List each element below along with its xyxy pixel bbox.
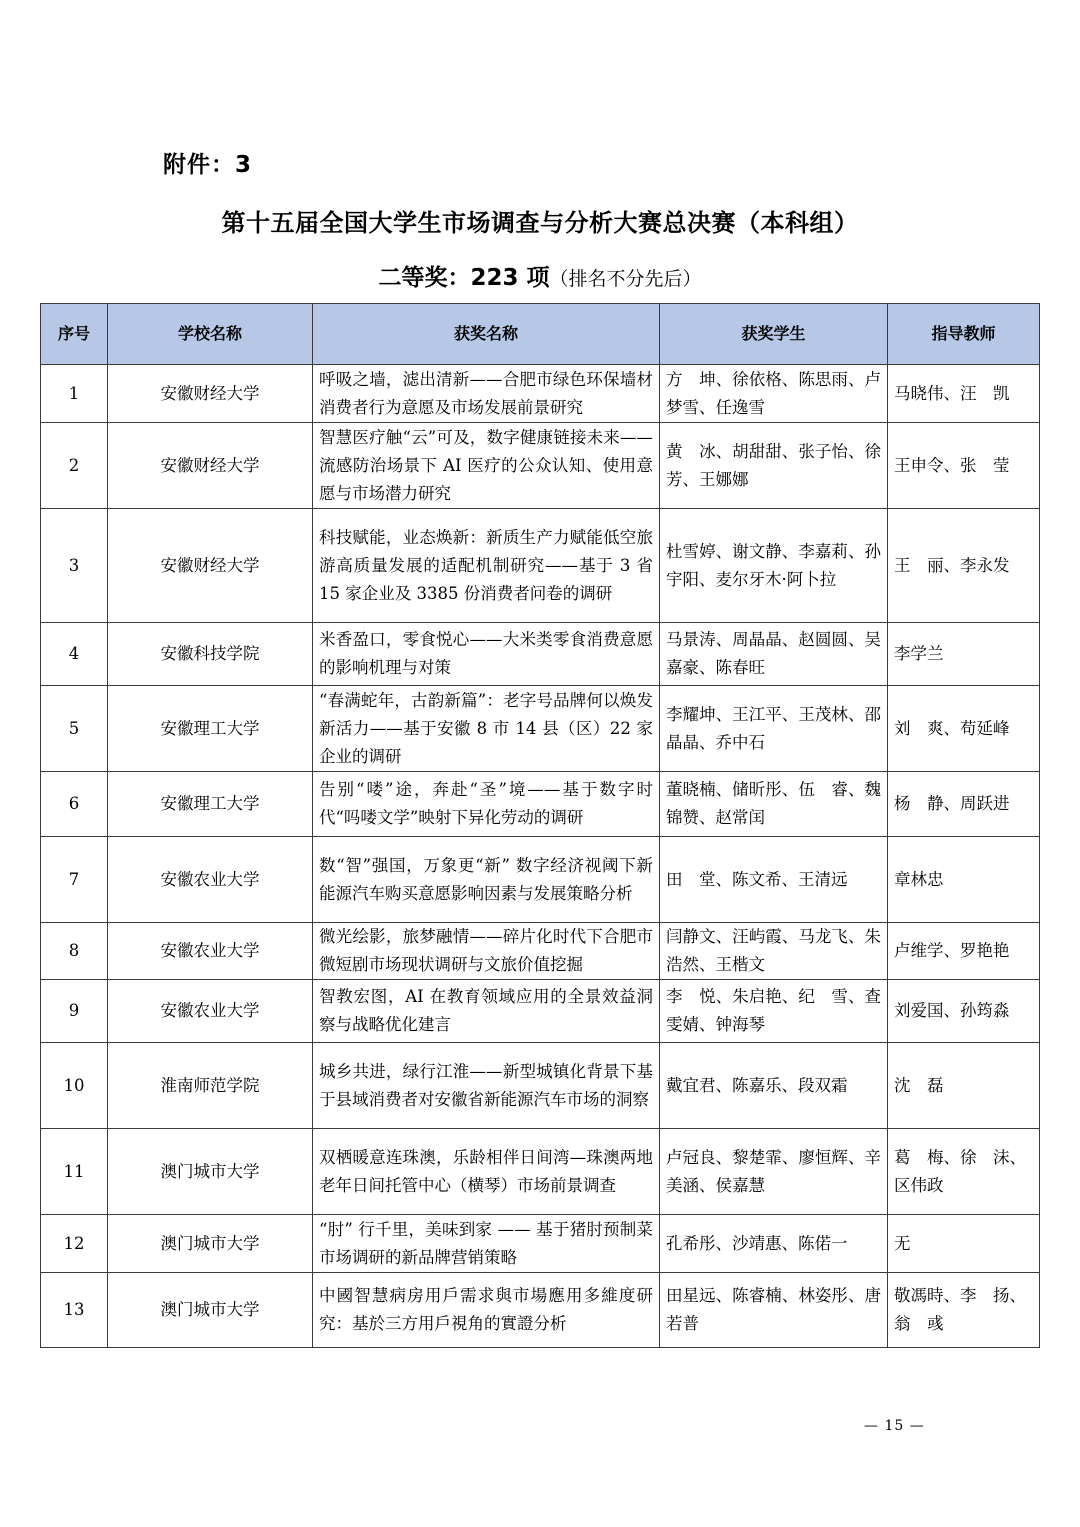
row-project: 呼吸之墙，滤出清新——合肥市绿色环保墙材消费者行为意愿及市场发展前景研究 [313, 365, 660, 423]
row-teacher: 王申令、张 莹 [888, 423, 1040, 509]
column-header-school: 学校名称 [108, 304, 313, 365]
row-students: 孔希彤、沙靖惠、陈偌一 [660, 1215, 888, 1273]
awards-table [40, 303, 1040, 1348]
page-number: — 15 — [864, 1418, 925, 1434]
row-school: 淮南师范学院 [108, 1043, 313, 1129]
table-row [41, 1273, 1040, 1348]
row-index: 5 [41, 686, 108, 772]
table-row [41, 623, 1040, 686]
row-project: 微光绘影，旅梦融情——碎片化时代下合肥市微短剧市场现状调研与文旅价值挖掘 [313, 923, 660, 980]
table-row [41, 1129, 1040, 1215]
row-project: 数“智”强国，万象更“新” 数字经济视阈下新能源汽车购买意愿影响因素与发展策略分析 [313, 837, 660, 923]
row-index: 4 [41, 623, 108, 686]
row-index: 10 [41, 1043, 108, 1129]
row-school: 安徽农业大学 [108, 980, 313, 1043]
row-index: 3 [41, 509, 108, 623]
row-project: 科技赋能，业态焕新：新质生产力赋能低空旅游高质量发展的适配机制研究——基于 3 省 15 家企业及 3385 份消费者问卷的调研 [313, 509, 660, 623]
table-row [41, 837, 1040, 923]
row-teacher: 马晓伟、汪 凯 [888, 365, 1040, 423]
table-header-row [41, 304, 1040, 365]
row-index: 13 [41, 1273, 108, 1348]
row-students: 杜雪婷、谢文静、李嘉莉、孙宇阳、麦尔牙木·阿卜拉 [660, 509, 888, 623]
row-teacher: 李学兰 [888, 623, 1040, 686]
row-students: 卢冠良、黎楚霏、廖恒辉、辛美涵、侯嘉慧 [660, 1129, 888, 1215]
row-students: 黄 冰、胡甜甜、张子怡、徐 芳、王娜娜 [660, 423, 888, 509]
row-students: 田星远、陈睿楠、林姿彤、唐若普 [660, 1273, 888, 1348]
table-row [41, 923, 1040, 980]
column-header-teacher: 指导教师 [888, 304, 1040, 365]
row-teacher: 杨 静、周跃进 [888, 772, 1040, 837]
row-teacher: 刘爱国、孙筠淼 [888, 980, 1040, 1043]
column-header-students: 获奖学生 [660, 304, 888, 365]
row-students: 马景涛、周晶晶、赵圆圆、吴嘉豪、陈春旺 [660, 623, 888, 686]
row-teacher: 章林忠 [888, 837, 1040, 923]
table-row [41, 980, 1040, 1043]
row-project: “肘” 行千里，美味到家 —— 基于猪肘预制菜市场调研的新品牌营销策略 [313, 1215, 660, 1273]
row-teacher: 王 丽、李永发 [888, 509, 1040, 623]
row-school: 安徽科技学院 [108, 623, 313, 686]
award-heading [0, 259, 1080, 292]
row-project: 城乡共进，绿行江淮——新型城镇化背景下基于县域消费者对安徽省新能源汽车市场的洞察 [313, 1043, 660, 1129]
row-index: 2 [41, 423, 108, 509]
row-project: 米香盈口，零食悦心——大米类零食消费意愿的影响机理与对策 [313, 623, 660, 686]
row-project: 中國智慧病房用戶需求與市場應用多維度研究：基於三方用戶視角的實證分析 [313, 1273, 660, 1348]
row-teacher: 葛 梅、徐 沫、区伟政 [888, 1129, 1040, 1215]
attachment-label: 附件：3 [163, 152, 253, 178]
row-school: 安徽农业大学 [108, 837, 313, 923]
row-students: 李耀坤、王江平、王茂林、邵晶晶、乔中石 [660, 686, 888, 772]
row-index: 1 [41, 365, 108, 423]
row-school: 澳门城市大学 [108, 1129, 313, 1215]
table-row [41, 1215, 1040, 1273]
row-index: 8 [41, 923, 108, 980]
table-row [41, 772, 1040, 837]
award-note: （排名不分先后） [549, 268, 702, 290]
row-school: 澳门城市大学 [108, 1215, 313, 1273]
row-students: 李 悦、朱启艳、纪 雪、查雯婧、钟海琴 [660, 980, 888, 1043]
column-header-project: 获奖名称 [313, 304, 660, 365]
row-teacher: 刘 爽、苟延峰 [888, 686, 1040, 772]
row-school: 安徽理工大学 [108, 686, 313, 772]
row-students: 董晓楠、储昕彤、伍 睿、魏锦赞、赵常闰 [660, 772, 888, 837]
row-index: 12 [41, 1215, 108, 1273]
row-school: 安徽理工大学 [108, 772, 313, 837]
row-project: 告别“喽”途，奔赴“圣”境——基于数字时代“吗喽文学”映射下异化劳动的调研 [313, 772, 660, 837]
row-students: 闫静文、汪屿霞、马龙飞、朱浩然、王楷文 [660, 923, 888, 980]
award-count: 二等奖：223 项 [378, 265, 550, 291]
row-teacher: 无 [888, 1215, 1040, 1273]
row-teacher: 敬馮時、李 扬、翁 彧 [888, 1273, 1040, 1348]
row-students: 田 堂、陈文希、王清远 [660, 837, 888, 923]
row-index: 11 [41, 1129, 108, 1215]
table-row [41, 686, 1040, 772]
row-school: 安徽农业大学 [108, 923, 313, 980]
row-school: 澳门城市大学 [108, 1273, 313, 1348]
row-project: “春满蛇年，古韵新篇”：老字号品牌何以焕发新活力——基于安徽 8 市 14 县（区）22 家企业的调研 [313, 686, 660, 772]
table-row [41, 365, 1040, 423]
row-students: 戴宜君、陈嘉乐、段双霜 [660, 1043, 888, 1129]
column-header-index: 序号 [41, 304, 108, 365]
document-title: 第十五届全国大学生市场调查与分析大赛总决赛（本科组） [221, 209, 859, 237]
table-row [41, 1043, 1040, 1129]
table-row [41, 423, 1040, 509]
row-students: 方 坤、徐依格、陈思雨、卢梦雪、任逸雪 [660, 365, 888, 423]
row-teacher: 沈 磊 [888, 1043, 1040, 1129]
row-index: 9 [41, 980, 108, 1043]
row-index: 7 [41, 837, 108, 923]
row-school: 安徽财经大学 [108, 509, 313, 623]
table-row [41, 509, 1040, 623]
row-project: 双栖暖意连珠澳，乐龄相伴日间湾—珠澳两地老年日间托管中心（横琴）市场前景调查 [313, 1129, 660, 1215]
row-project: 智教宏图，AI 在教育领域应用的全景效益洞察与战略优化建言 [313, 980, 660, 1043]
row-index: 6 [41, 772, 108, 837]
row-project: 智慧医疗触“云”可及，数字健康链接未来——流感防治场景下 AI 医疗的公众认知、使用意愿与市场潜力研究 [313, 423, 660, 509]
row-school: 安徽财经大学 [108, 365, 313, 423]
row-teacher: 卢维学、罗艳艳 [888, 923, 1040, 980]
row-school: 安徽财经大学 [108, 423, 313, 509]
